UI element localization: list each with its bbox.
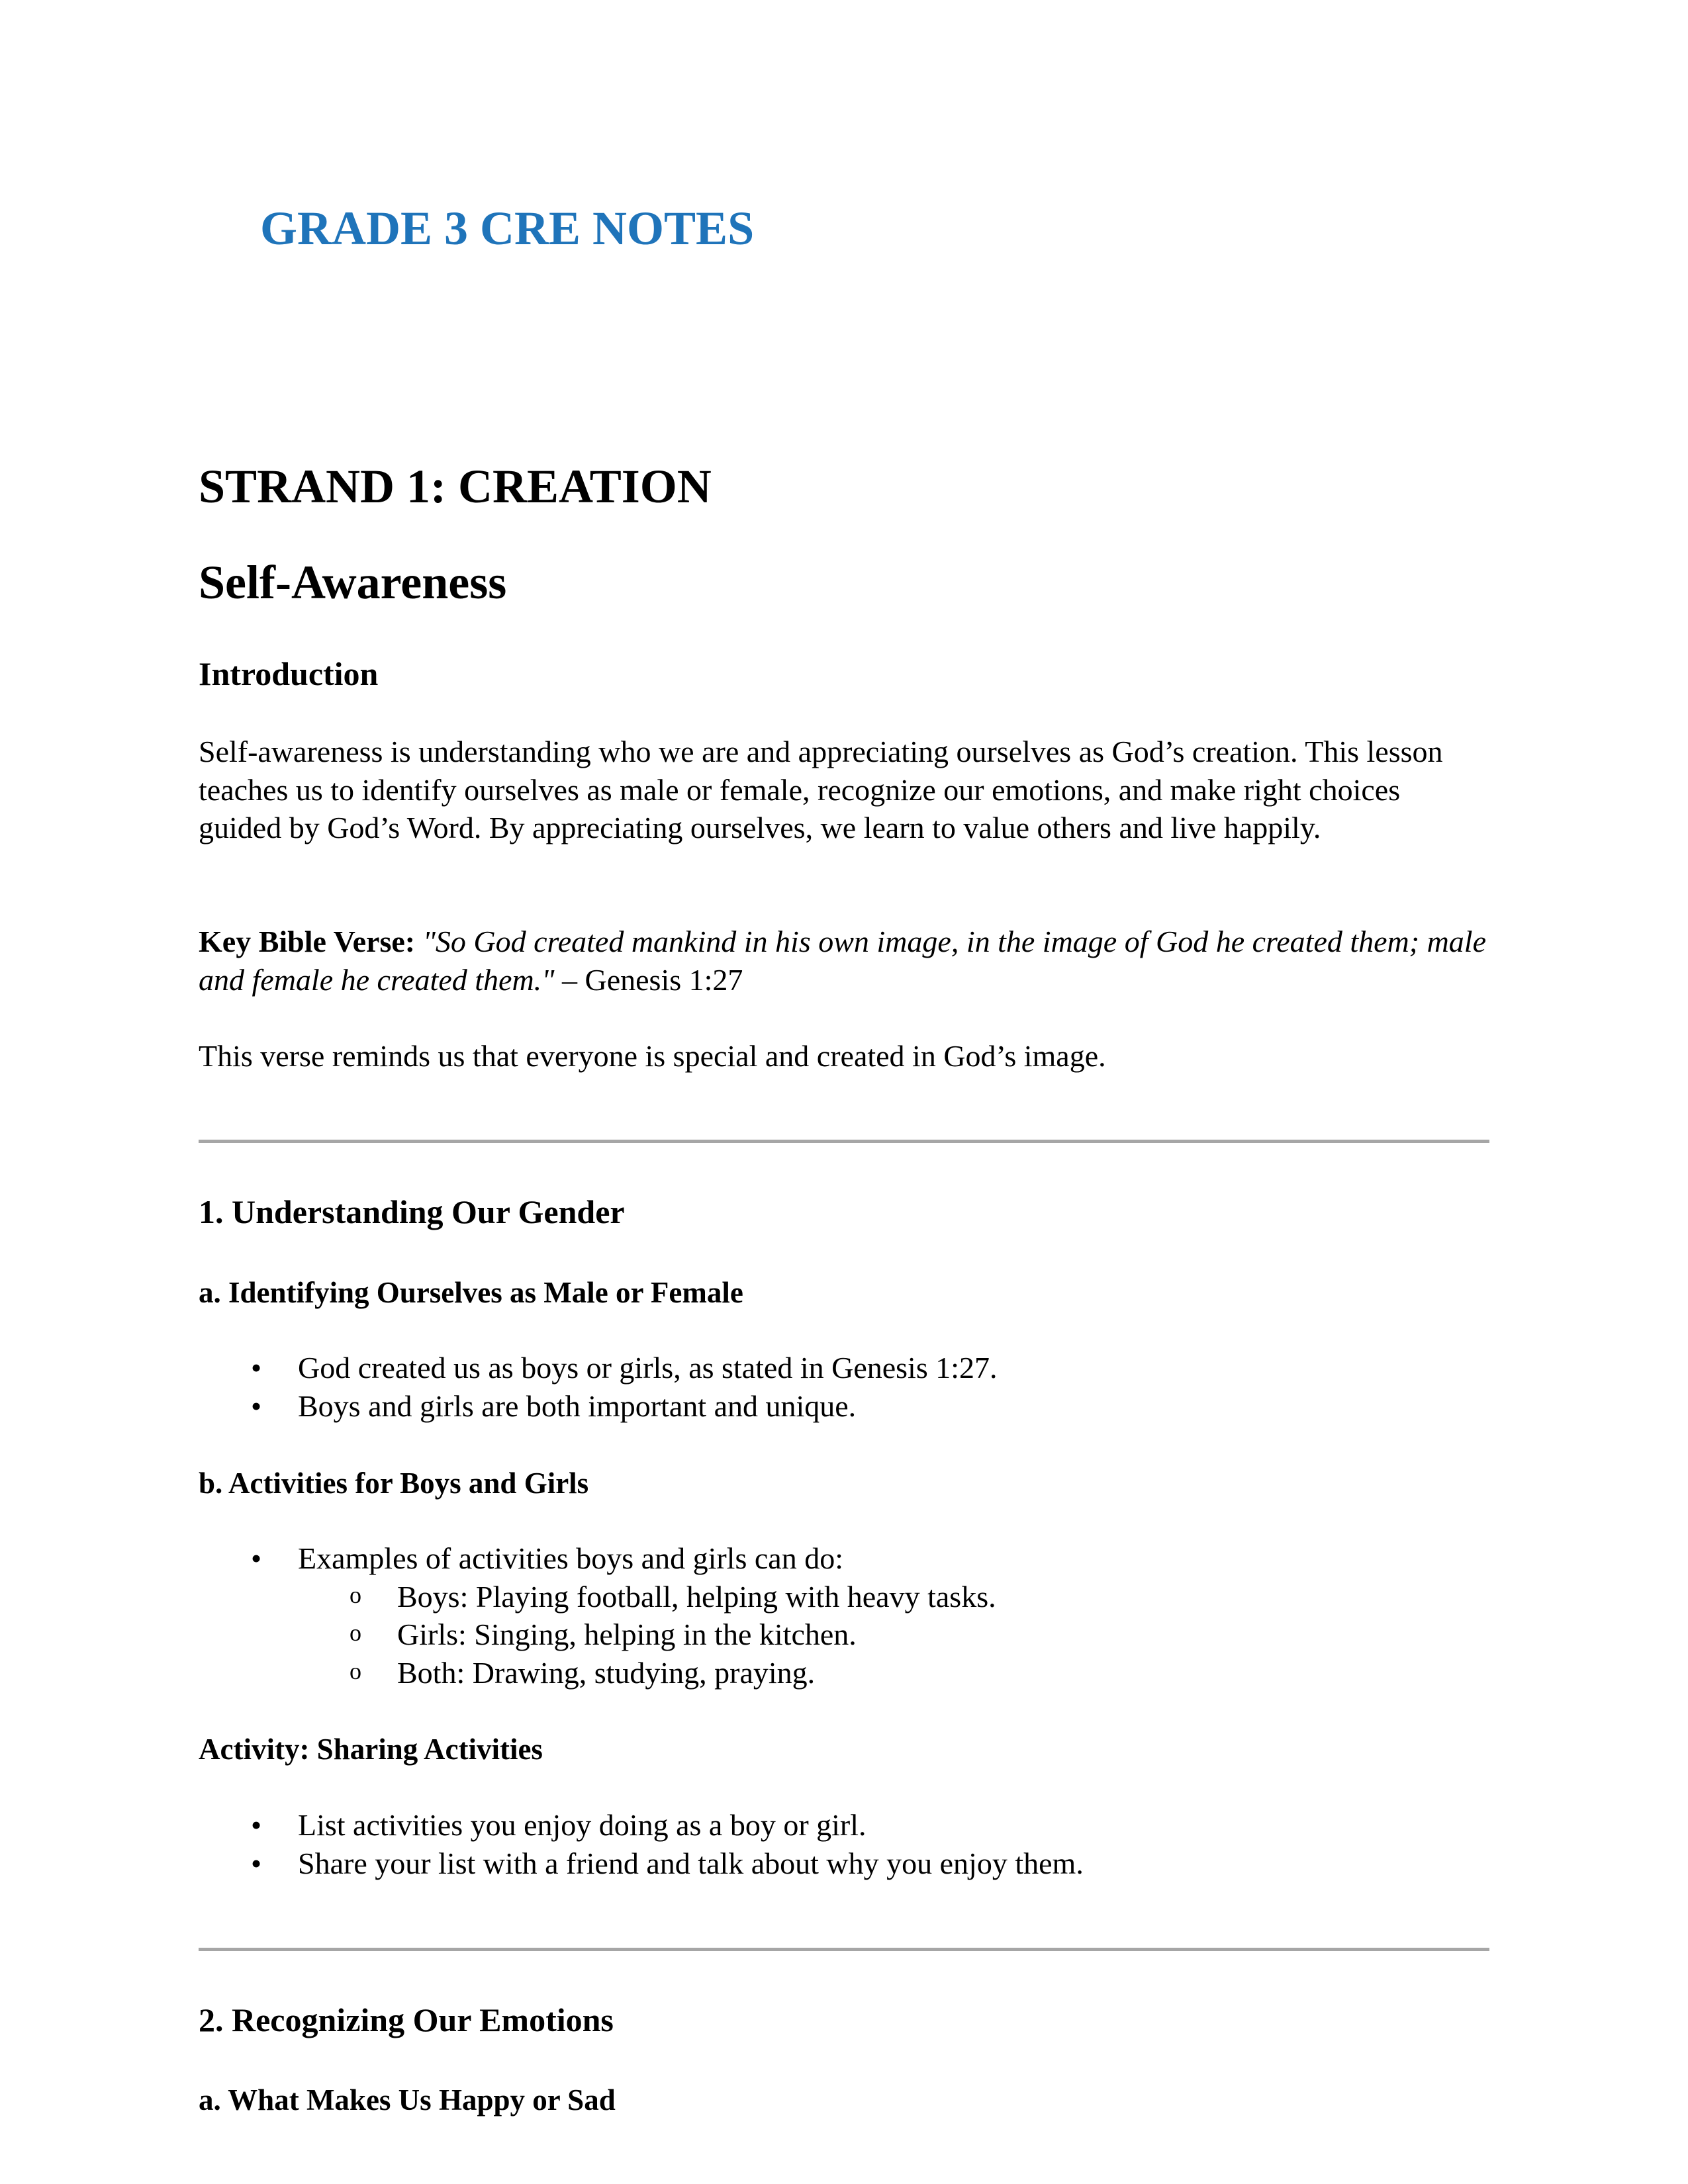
subheading-sharing-activities: Activity: Sharing Activities bbox=[199, 1733, 543, 1766]
verse-note: This verse reminds us that everyone is special and created in God’s image. bbox=[199, 1039, 1106, 1073]
horizontal-divider bbox=[199, 1948, 1489, 1951]
bullet-list-sharing bbox=[199, 1806, 1084, 1882]
list-item bbox=[199, 1806, 1084, 1844]
key-verse-reference: – Genesis 1:27 bbox=[554, 962, 743, 997]
introduction-paragraph: Self-awareness is understanding who we are and appreciating ourselves as God’s creation. This lesson teaches us to identify ourselves as male or female, recognize our emotions, and make right choices guided by God’s Word. By appreciating ourselves, we learn to value others and live happily. bbox=[199, 735, 1443, 844]
sub-list-item-text: Boys: Playing football, helping with heavy tasks. bbox=[397, 1579, 996, 1614]
subheading-activities-boys-girls: b. Activities for Boys and Girls bbox=[199, 1467, 589, 1500]
list-item-text: List activities you enjoy doing as a boy or girl. bbox=[298, 1808, 867, 1842]
list-item-text: Share your list with a friend and talk about why you enjoy them. bbox=[298, 1846, 1084, 1880]
list-item bbox=[199, 1387, 998, 1426]
bullet-icon: • bbox=[251, 1388, 262, 1423]
bullet-icon: • bbox=[251, 1846, 262, 1880]
list-item bbox=[199, 1349, 998, 1387]
list-item bbox=[199, 1539, 996, 1692]
key-bible-verse bbox=[199, 923, 1489, 999]
topic-title: Self-Awareness bbox=[199, 556, 507, 609]
bullet-list-activities bbox=[199, 1539, 996, 1692]
document-title: GRADE 3 CRE NOTES bbox=[260, 202, 755, 255]
horizontal-divider bbox=[199, 1140, 1489, 1143]
bullet-list-identifying bbox=[199, 1349, 998, 1425]
sub-list-item bbox=[298, 1654, 996, 1692]
section-heading-understanding-gender: 1. Understanding Our Gender bbox=[199, 1193, 625, 1230]
circle-bullet-icon: o bbox=[350, 1619, 361, 1646]
subheading-happy-or-sad: a. What Makes Us Happy or Sad bbox=[199, 2083, 616, 2116]
sub-bullet-list bbox=[298, 1578, 996, 1692]
list-item-text: Examples of activities boys and girls can do: bbox=[298, 1541, 843, 1575]
introduction-heading: Introduction bbox=[199, 655, 379, 692]
circle-bullet-icon: o bbox=[350, 1657, 361, 1684]
key-verse-label: Key Bible Verse: bbox=[199, 925, 416, 958]
list-item-text: Boys and girls are both important and unique. bbox=[298, 1388, 857, 1423]
section-heading-recognizing-emotions: 2. Recognizing Our Emotions bbox=[199, 2001, 614, 2038]
sub-list-item-text: Girls: Singing, helping in the kitchen. bbox=[397, 1617, 857, 1651]
circle-bullet-icon: o bbox=[350, 1581, 361, 1608]
key-verse-quote: "So God created mankind in his own image, in the image of God he created them; male and female he created them." bbox=[199, 925, 1487, 997]
bullet-icon: • bbox=[251, 1808, 262, 1842]
sub-list-item-text: Both: Drawing, studying, praying. bbox=[397, 1655, 816, 1690]
bullet-icon: • bbox=[251, 1541, 262, 1575]
list-item bbox=[199, 1844, 1084, 1883]
bullet-icon: • bbox=[251, 1351, 262, 1385]
list-item-text: God created us as boys or girls, as stated in Genesis 1:27. bbox=[298, 1351, 998, 1385]
strand-title: STRAND 1: CREATION bbox=[199, 460, 712, 513]
sub-list-item bbox=[298, 1615, 996, 1654]
sub-list-item bbox=[298, 1578, 996, 1616]
subheading-identifying-ourselves: a. Identifying Ourselves as Male or Female bbox=[199, 1276, 743, 1309]
